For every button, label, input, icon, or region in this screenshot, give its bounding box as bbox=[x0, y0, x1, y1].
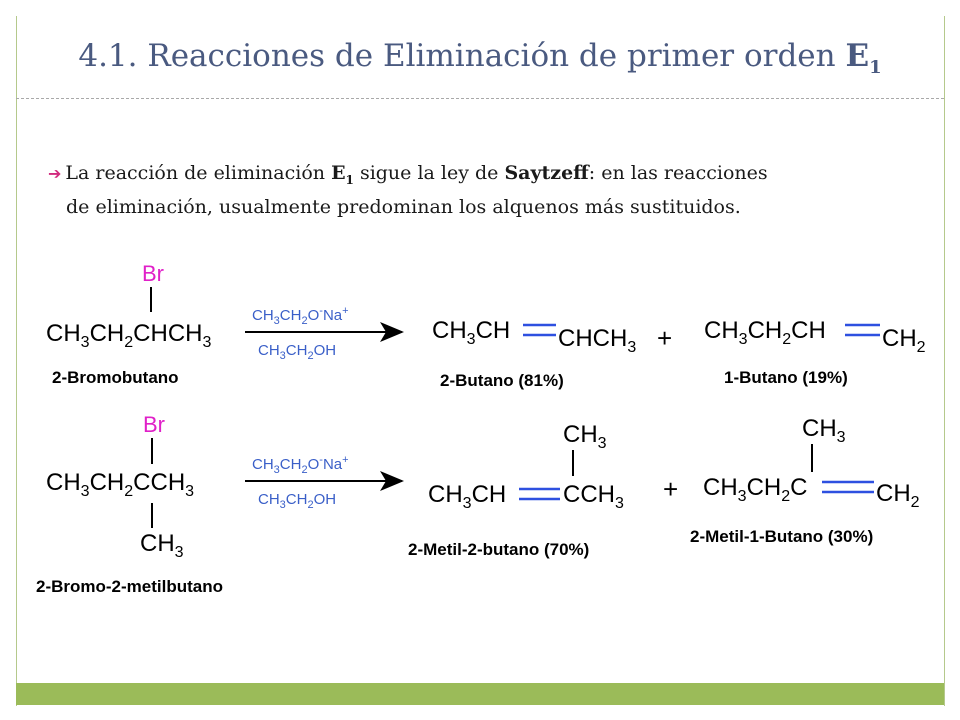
svg-text:CH3CH2C: $CH_3CH_2C$ bbox=[703, 474, 808, 505]
reactant-label-1: 2-Bromobutano bbox=[52, 368, 179, 387]
svg-text:2-Butano (81%): 2-Butano (81%) bbox=[440, 371, 564, 390]
svg-text:CCH3: $CCH_3$ bbox=[563, 481, 624, 512]
svg-text:1-Butano (19%): 1-Butano (19%) bbox=[724, 368, 848, 387]
svg-text:CH3: $CH_3$ bbox=[802, 415, 846, 446]
svg-text:2-Bromo-2-metilbutano: 2-Bromo-2-metilbutano bbox=[36, 577, 223, 596]
reactant-formula-1: $CH_3CH_2CHCH_3$ bbox=[46, 320, 212, 351]
footer-bar bbox=[16, 683, 944, 705]
svg-text:CH3CH: $CH_3CH$ bbox=[428, 481, 507, 512]
slide-title: 4.1. Reacciones de Eliminación de primer orden $E_1$ bbox=[78, 38, 882, 79]
arrow-bullet-icon: ➔ bbox=[48, 164, 62, 183]
svg-text:CH3CH2O-Na+: $CH_3CH_2O^-Na^+$ bbox=[252, 454, 349, 476]
svg-text:CH3CH2CH: $CH_3CH_2CH$ bbox=[704, 317, 826, 348]
svg-text:Br: Br bbox=[143, 412, 165, 437]
plus-sign-1: + bbox=[657, 323, 673, 353]
svg-text:CH3CH2OH: $CH_3CH_2OH$ bbox=[258, 491, 337, 511]
svg-text:2-Metil-2-butano (70%): 2-Metil-2-butano (70%) bbox=[408, 540, 590, 559]
svg-text:CH2: $CH_2$ bbox=[882, 325, 926, 356]
reactant-formula-2: $CH_3CH_2CCH_3$ bbox=[46, 469, 195, 500]
bullet-paragraph: ➔ La reacción de eliminación $E_1$ sigue la ley de Saytzeff: en las reacciones de eliminación, usualmente predominan los alquenos más sustituidos. bbox=[48, 162, 768, 218]
svg-text:+: + bbox=[663, 474, 679, 504]
svg-text:CH3: $CH_3$ bbox=[563, 421, 607, 452]
reaction-2 bbox=[36, 412, 920, 596]
svg-text:CH2: $CH_2$ bbox=[876, 480, 920, 511]
reagent-top-1: $CH_3CH_2O^-Na^+$ bbox=[252, 305, 349, 327]
bromine-atom: Br bbox=[142, 261, 164, 286]
reagent-bottom-1: $CH_3CH_2OH$ bbox=[258, 342, 337, 362]
svg-text:CH3CH: $CH_3CH$ bbox=[432, 317, 511, 348]
svg-text:2-Metil-1-Butano (30%): 2-Metil-1-Butano (30%) bbox=[690, 527, 874, 546]
reaction-1 bbox=[46, 261, 926, 390]
svg-text:CH3: $CH_3$ bbox=[140, 530, 184, 561]
svg-text:CHCH3: $CHCH_3$ bbox=[558, 325, 637, 356]
